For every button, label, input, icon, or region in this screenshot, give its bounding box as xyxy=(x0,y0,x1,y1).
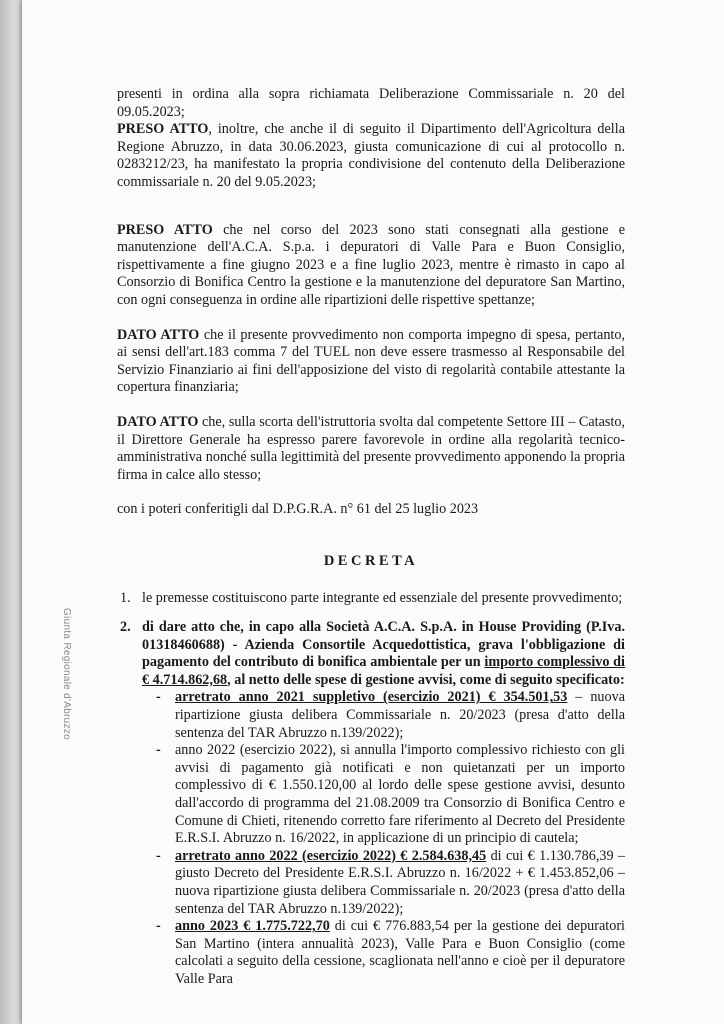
sub-item xyxy=(156,918,625,988)
list-item-2 xyxy=(120,619,625,988)
list-item-1 xyxy=(120,590,625,608)
paragraph-6: con i poteri conferitigli dal D.P.G.R.A. n° 61 del 25 luglio 2023 xyxy=(117,501,479,518)
sub-item-heading: anno 2023 € 1.775.722,70 xyxy=(175,918,330,935)
dash-marker: - xyxy=(156,689,161,706)
list-item-2-text-b: , al netto delle spese di gestione avvisi, come di seguito specificato: xyxy=(227,671,625,688)
paragraph-2-lead: PRESO ATTO xyxy=(117,121,209,138)
paragraph-5 xyxy=(117,414,625,484)
spacer xyxy=(117,310,625,327)
sub-item-text: anno 2022 (esercizio 2022), si annulla l'importo complessivo richiesto con gli avvisi di pagamento già notificati e non quietanzati per un importo complessivo di € 1.550.120,00 al lordo delle spese gestione avvisi, desunto dall'accordo di programma del 21.08.2009 tra Consorzio di Bonifica Centro e Comune di Chieti, ritenendo corretto fare riferimento al Decreto del Presidente E.R.S.I. Abruzzo n. 16/2022, in applicazione di un principio di cautela; xyxy=(175,742,625,847)
paragraph-3 xyxy=(117,222,625,310)
sub-item xyxy=(156,689,625,742)
paragraph-4 xyxy=(117,327,625,397)
sub-list xyxy=(142,689,625,988)
paragraph-4-text: che il presente provvedimento non comporta impegno di spesa, pertanto, ai sensi dell'art.183 comma 7 del TUEL non deve essere trasmesso al Responsabile del Servizio Finanziario ai fini dell'apposizione del visto di regolarità contabile attestante la copertura finanziaria; xyxy=(117,326,625,396)
list-item-text: le premesse costituiscono parte integrante ed essenziale del presente provvedimento; xyxy=(142,590,623,607)
paragraph-4-lead: DATO ATTO xyxy=(117,326,200,343)
paragraph-3-text: che nel corso del 2023 sono stati consegnati alla gestione e manutenzione dell'A.C.A. S.p.a. i depuratori di Valle Para e Buon Consiglio, rispettivamente a fine giugno 2023 e a fine luglio 2023, mentre è rimasto in capo al Consorzio di Bonifica Centro la gestione e la manutenzione del depuratore San Martino, con ogni conseguenza in ordine alle ripartizioni delle rispettive spettanze; xyxy=(117,221,625,308)
binder-edge xyxy=(0,0,22,1024)
dash-marker: - xyxy=(156,918,161,935)
side-stamp: Giunta Regionale d'Abruzzo xyxy=(61,608,72,741)
sub-item-heading: arretrato anno 2021 suppletivo (esercizio 2021) € 354.501,53 xyxy=(175,689,568,706)
paragraph-2 xyxy=(117,121,625,191)
paragraph-2-text: , inoltre, che anche il di seguito il Dipartimento dell'Agricoltura della Regione Abruzzo, in data 30.06.2023, giusta comunicazione di cui al protocollo n. 0283212/23, ha manifestato la propria condivisione del contenuto della Deliberazione commissariale n. 20 del 9.05.2023; xyxy=(117,121,625,190)
sub-item xyxy=(156,742,625,848)
list-number: 1. xyxy=(120,590,131,607)
spacer xyxy=(117,484,625,501)
spacer xyxy=(117,397,625,414)
dash-marker: - xyxy=(156,847,161,864)
sub-item xyxy=(156,848,625,918)
document-body xyxy=(117,86,625,989)
sub-item-text: di cui € 1.130.786,39 – giusto Decreto del Presidente E.R.S.I. Abruzzo n. 16/2022 + € 1.453.852,06 – nuova ripartizione giusta delibera Commissariale n. 20/2023 (presa d'atto della sentenza del TAR Abruzzo n.139/2022); xyxy=(175,847,625,917)
spacer xyxy=(117,192,625,209)
decree-title: DECRETA xyxy=(323,552,419,569)
list-item-2-text-a: di dare atto che, in capo alla Società A.C.A. S.p.A. in House Providing (P.Iva. 01318460688) - Azienda Consortile Acquedottistica, grava l'obbligazione di pagamento del contributo di bonifica ambientale per un xyxy=(142,619,625,671)
dash-marker: - xyxy=(156,742,161,759)
paragraph-5-text: che, sulla scorta dell'istruttoria svolta dal competente Settore III – Catasto, il Direttore Generale ha espresso parere favorevole in ordine alla regolarità tecnico-amministrativa nonché sulla legittimità del presente provvedimento apponendo la propria firma in calce allo stesso; xyxy=(117,413,625,483)
paragraph-5-lead: DATO ATTO xyxy=(117,413,199,430)
paragraph-3-lead: PRESO ATTO xyxy=(117,221,213,238)
total-amount: importo complessivo di € 4.714.862,68 xyxy=(142,654,625,688)
spacer xyxy=(117,209,625,222)
paragraph-1: presenti in ordina alla sopra richiamata Deliberazione Commissariale n. 20 del 09.05.2023; xyxy=(117,86,625,120)
list-number: 2. xyxy=(120,619,131,636)
sub-item-text: – nuova ripartizione giusta delibera Commissariale n. 20/2023 (presa d'atto della sentenza del TAR Abruzzo n.139/2022); xyxy=(175,689,625,741)
sub-item-heading: arretrato anno 2022 (esercizio 2022) € 2.584.638,45 xyxy=(175,847,487,864)
sub-item-text: di cui € 776.883,54 per la gestione dei depuratori San Martino (intera annualità 2023), Valle Para e Buon Consiglio (come calcolati a seguito della cessione, scaglionata nell'anno e cioè per il depuratore Valle Para xyxy=(175,918,625,987)
